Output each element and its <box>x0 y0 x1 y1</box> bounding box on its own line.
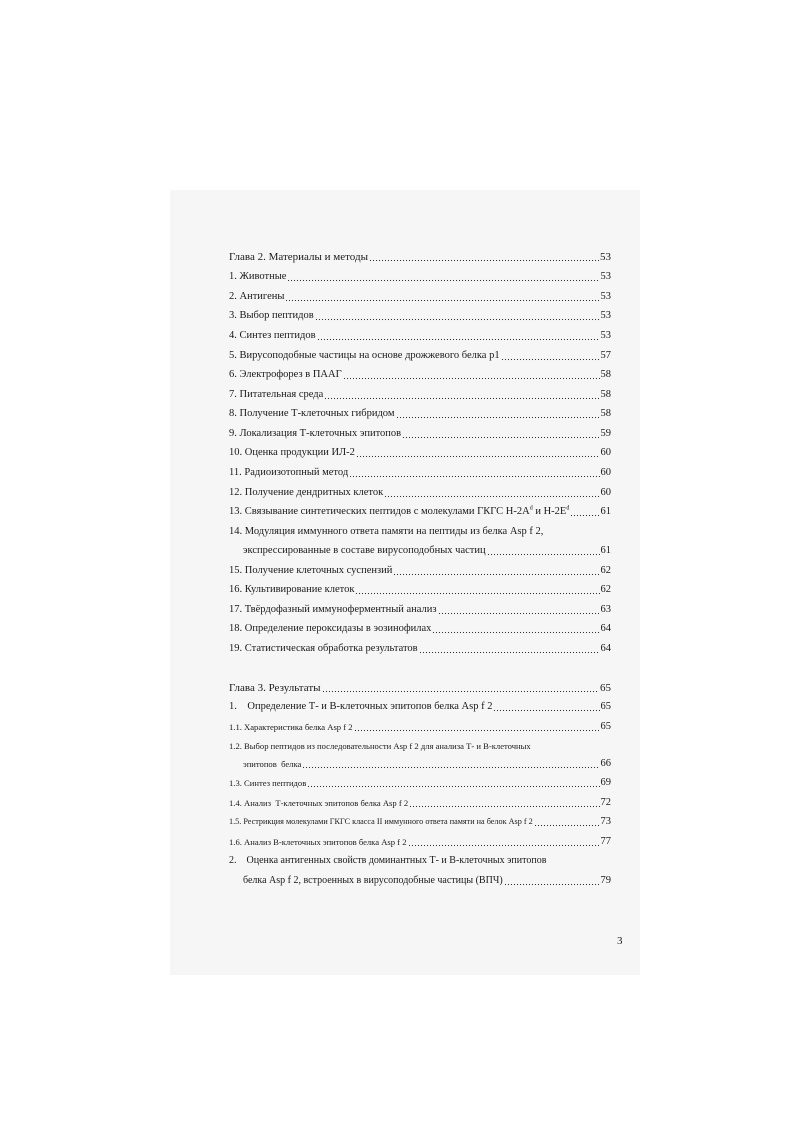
toc-entry-page: 60 <box>600 467 611 478</box>
dot-leader <box>570 505 599 517</box>
toc-entry[interactable] <box>229 620 611 636</box>
toc-entry-continuation[interactable] <box>229 542 611 558</box>
toc-entry-page: 65 <box>600 682 611 694</box>
dot-leader <box>487 544 600 556</box>
dot-leader <box>409 796 599 808</box>
toc-entry-page: 60 <box>600 447 611 458</box>
toc-entry-title: Глава 3. Результаты <box>229 682 321 694</box>
dot-leader <box>343 368 600 380</box>
dot-leader <box>504 874 600 886</box>
dot-leader <box>438 603 600 615</box>
toc-entry-continuation[interactable] <box>229 872 611 888</box>
toc-entry-title: эпитопов белка <box>243 759 302 769</box>
toc-entry-page: 65 <box>600 701 611 712</box>
toc-entry-page: 57 <box>600 350 611 361</box>
toc-entry[interactable] <box>229 464 611 480</box>
toc-entry[interactable] <box>229 794 611 810</box>
toc-entry-title-part: и H-2E <box>532 506 567 517</box>
dot-leader <box>396 407 600 419</box>
dot-leader <box>355 583 599 595</box>
toc-entry-title: 1. Определение Т- и В-клеточных эпитопов белка Asp f 2 <box>229 701 493 712</box>
toc-entry-page: 63 <box>600 604 611 615</box>
toc-entry[interactable] <box>229 347 611 363</box>
toc-entry[interactable] <box>229 640 611 656</box>
toc-entry-title: экспрессированные в составе вирусоподобных частиц <box>243 545 486 556</box>
toc-entry-title: 4. Синтез пептидов <box>229 330 316 341</box>
dot-leader <box>307 776 599 788</box>
toc-entry-title: 18. Определение пероксидазы в эозинофилах <box>229 623 432 634</box>
toc-entry[interactable] <box>229 562 611 578</box>
toc-entry-page: 53 <box>600 330 611 341</box>
toc-entry[interactable] <box>229 268 611 284</box>
toc-entry-title: 1.3. Синтез пептидов <box>229 778 307 788</box>
toc-entry[interactable] <box>229 327 611 343</box>
toc-entry-page: 58 <box>600 369 611 380</box>
dot-leader <box>501 349 600 361</box>
toc-entry-page: 66 <box>600 758 611 769</box>
dot-leader <box>384 486 599 498</box>
toc-entry-title <box>229 505 569 519</box>
toc-entry[interactable] <box>229 503 611 519</box>
toc-entry-title: 17. Твёрдофазный иммуноферментный анализ <box>229 604 437 615</box>
toc-entry-title: 8. Получение Т-клеточных гибридом <box>229 408 395 419</box>
superscript: d <box>566 505 570 512</box>
toc-entry-title: 1.2. Выбор пептидов из последовательности Asp f 2 для анализа Т- и В-клеточных <box>229 741 531 751</box>
toc-entry-continuation[interactable] <box>229 755 611 771</box>
toc-chapter-3-heading[interactable] <box>229 679 611 695</box>
toc-entry-page: 61 <box>600 545 611 556</box>
toc-entry-title: 19. Статистическая обработка результатов <box>229 643 418 654</box>
superscript: d <box>529 505 533 512</box>
toc-entry[interactable] <box>229 718 611 734</box>
toc-entry[interactable] <box>229 737 611 753</box>
toc-entry-title: 12. Получение дендритных клеток <box>229 487 384 498</box>
toc-entry-title: 14. Модуляция иммунного ответа памяти на пептиды из белка Asp f 2, <box>229 526 544 537</box>
toc-entry-title: 5. Вирусоподобные частицы на основе дрожжевого белка p1 <box>229 350 500 361</box>
toc-entry-page: 53 <box>600 271 611 282</box>
toc-entry-title: 6. Электрофорез в ПААГ <box>229 369 342 380</box>
toc-entry-page: 53 <box>600 310 611 321</box>
toc-entry[interactable] <box>229 852 611 868</box>
dot-leader <box>354 720 600 732</box>
toc-entry-page: 58 <box>600 389 611 400</box>
dot-leader <box>285 290 599 302</box>
toc-entry-page: 61 <box>600 506 611 517</box>
toc-entry-title: 10. Оценка продукции ИЛ-2 <box>229 447 355 458</box>
toc-chapter-2-heading[interactable] <box>229 248 611 264</box>
dot-leader <box>302 757 599 769</box>
toc-entry-title: 1.6. Анализ В-клеточных эпитопов белка Asp f 2 <box>229 837 407 847</box>
toc-entry-title: 1.5. Рестрикция молекулами ГКГС класса II иммунного ответа памяти на белок Asp f 2 <box>229 817 533 826</box>
toc-entry[interactable] <box>229 484 611 500</box>
toc-entry[interactable] <box>229 425 611 441</box>
dot-leader <box>322 681 599 693</box>
toc-entry-page: 65 <box>600 721 611 732</box>
dot-leader <box>534 815 600 827</box>
toc-entry-page: 79 <box>600 875 611 886</box>
toc-entry-page: 69 <box>600 777 611 788</box>
dot-leader <box>419 642 600 654</box>
toc-entry-page: 64 <box>600 623 611 634</box>
toc-entry[interactable] <box>229 386 611 402</box>
toc-entry[interactable] <box>229 581 611 597</box>
dot-leader <box>432 622 599 634</box>
toc-entry-title: 2. Оценка антигенных свойств доминантных Т- и В-клеточных эпитопов <box>229 855 547 866</box>
toc-entry-page: 62 <box>600 584 611 595</box>
dot-leader <box>315 309 600 321</box>
toc-entry-page: 59 <box>600 428 611 439</box>
toc-entry-title: белка Asp f 2, встроенных в вирусоподобные частицы (ВПЧ) <box>243 875 503 886</box>
dot-leader <box>324 388 599 400</box>
toc-entry[interactable] <box>229 444 611 460</box>
toc-entry-title: 15. Получение клеточных суспензий <box>229 565 393 576</box>
toc-entry[interactable] <box>229 833 611 849</box>
toc-entry[interactable] <box>229 405 611 421</box>
toc-entry[interactable] <box>229 698 611 714</box>
toc-entry-title: 3. Выбор пептидов <box>229 310 314 321</box>
dot-leader <box>402 427 599 439</box>
toc-entry-page: 60 <box>600 487 611 498</box>
toc-entry-title-part: 13. Связывание синтетических пептидов с молекулами ГКГС H-2A <box>229 506 530 517</box>
toc-entry-page: 64 <box>600 643 611 654</box>
dot-leader <box>287 270 599 282</box>
toc-entry-page: 53 <box>600 291 611 302</box>
toc-entry-title: 11. Радиоизотопный метод <box>229 467 349 478</box>
toc-entry[interactable] <box>229 366 611 382</box>
toc-entry-page: 73 <box>600 816 611 827</box>
toc-entry[interactable] <box>229 288 611 304</box>
toc-entry-title: 2. Антигены <box>229 291 285 302</box>
toc-entry-page: 77 <box>600 836 611 847</box>
toc-entry[interactable] <box>229 813 611 829</box>
dot-leader <box>349 466 599 478</box>
toc-entry[interactable] <box>229 307 611 323</box>
toc-entry-page: 62 <box>600 565 611 576</box>
page-number: 3 <box>617 935 623 947</box>
toc-entry-page: 53 <box>600 251 611 263</box>
dot-leader <box>393 564 599 576</box>
toc-entry-title: 1.4. Анализ Т-клеточных эпитопов белка Asp f 2 <box>229 798 409 808</box>
toc-entry-title: 1. Животные <box>229 271 287 282</box>
dot-leader <box>369 250 599 262</box>
toc-entry-title: 16. Культивирование клеток <box>229 584 355 595</box>
dot-leader <box>408 835 600 847</box>
toc-entry-title: 7. Питательная среда <box>229 389 324 400</box>
toc-entry-page: 58 <box>600 408 611 419</box>
toc-entry[interactable] <box>229 774 611 790</box>
toc-entry[interactable] <box>229 523 611 539</box>
toc-entry-title: Глава 2. Материалы и методы <box>229 251 368 263</box>
dot-leader <box>356 446 600 458</box>
dot-leader <box>317 329 600 341</box>
dot-leader <box>493 700 599 712</box>
toc-entry-title: 1.1. Характеристика белка Asp f 2 <box>229 722 353 732</box>
toc-entry[interactable] <box>229 601 611 617</box>
toc-entry-title: 9. Локализация Т-клеточных эпитопов <box>229 428 402 439</box>
toc-entry-page: 72 <box>600 797 611 808</box>
